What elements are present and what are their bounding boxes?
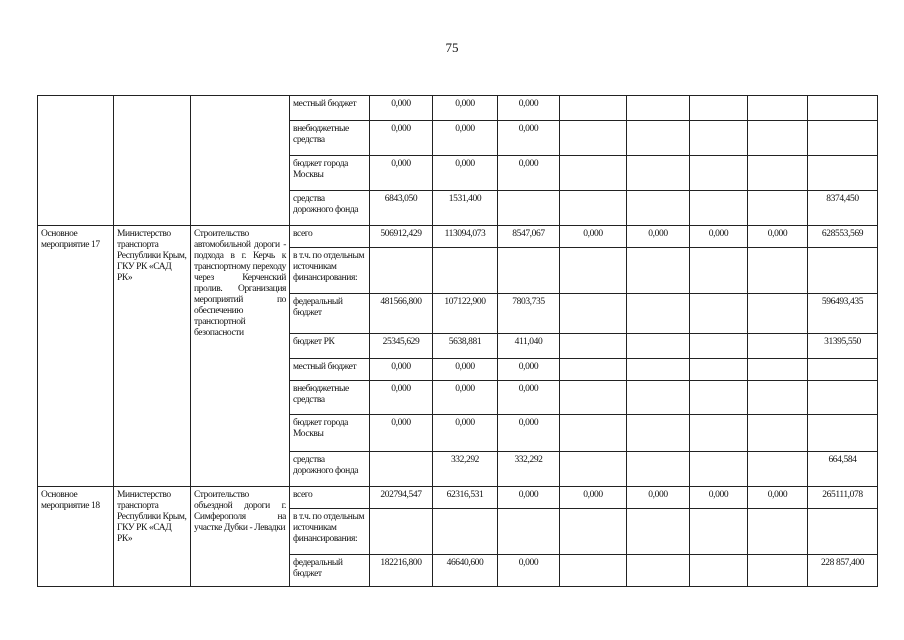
- value-cell: 0,000: [433, 381, 498, 415]
- source-label: бюджет РК: [290, 334, 370, 359]
- source-label: средства дорожного фонда: [290, 191, 370, 226]
- value-cell: [370, 452, 433, 487]
- measure-name: Основное мероприятие 17: [38, 226, 114, 487]
- value-cell: [748, 294, 808, 334]
- executor: Министерство транспорта Республики Крым, ГКУ РК «САД РК»: [114, 226, 191, 487]
- value-cell: 0,000: [370, 156, 433, 191]
- table-row: [38, 226, 878, 248]
- value-cell: [560, 415, 627, 452]
- source-label: бюджет города Москвы: [290, 415, 370, 452]
- value-cell: [690, 509, 748, 555]
- page-number: 75: [445, 40, 459, 55]
- value-cell: 0,000: [370, 359, 433, 381]
- value-cell: [560, 294, 627, 334]
- value-cell: [370, 248, 433, 294]
- value-cell: [690, 555, 748, 587]
- value-cell: 0,000: [560, 487, 627, 509]
- value-cell: [690, 96, 748, 121]
- source-label: всего: [290, 487, 370, 509]
- value-cell: [690, 121, 748, 156]
- value-cell: 0,000: [433, 415, 498, 452]
- source-label: средства дорожного фонда: [290, 452, 370, 487]
- value-cell: [560, 359, 627, 381]
- executor-empty: [114, 96, 191, 226]
- value-cell: [748, 509, 808, 555]
- value-cell: 628553,569: [808, 226, 878, 248]
- value-cell: 332,292: [433, 452, 498, 487]
- value-cell: 0,000: [748, 487, 808, 509]
- value-cell: [748, 191, 808, 226]
- value-cell: [627, 381, 690, 415]
- value-cell: 0,000: [690, 487, 748, 509]
- value-cell: [560, 555, 627, 587]
- source-label: бюджет города Москвы: [290, 156, 370, 191]
- value-cell: [560, 452, 627, 487]
- value-cell: 8547,067: [498, 226, 560, 248]
- value-cell: [627, 96, 690, 121]
- value-cell: 0,000: [498, 487, 560, 509]
- value-cell: [433, 509, 498, 555]
- value-cell: 0,000: [433, 121, 498, 156]
- value-cell: [498, 248, 560, 294]
- value-cell: 0,000: [748, 226, 808, 248]
- value-cell: [498, 509, 560, 555]
- value-cell: 0,000: [498, 96, 560, 121]
- value-cell: 506912,429: [370, 226, 433, 248]
- value-cell: [748, 334, 808, 359]
- value-cell: [627, 509, 690, 555]
- value-cell: [560, 191, 627, 226]
- value-cell: 0,000: [498, 121, 560, 156]
- executor: Министерство транспорта Республики Крым, ГКУ РК «САД РК»: [114, 487, 191, 587]
- value-cell: [690, 248, 748, 294]
- value-cell: 6843,050: [370, 191, 433, 226]
- value-cell: 0,000: [370, 96, 433, 121]
- value-cell: [370, 509, 433, 555]
- value-cell: [748, 381, 808, 415]
- source-label: федеральный бюджет: [290, 555, 370, 587]
- description: Строительство объездной дороги г. Симферополя на участке Дубки - Левадки: [191, 487, 290, 587]
- value-cell: [627, 555, 690, 587]
- source-label: федеральный бюджет: [290, 294, 370, 334]
- value-cell: [808, 359, 878, 381]
- value-cell: [748, 156, 808, 191]
- source-label: в т.ч. по отдельным источникам финансирования:: [290, 509, 370, 555]
- value-cell: 0,000: [370, 381, 433, 415]
- table-row: [38, 96, 878, 121]
- value-cell: [690, 415, 748, 452]
- value-cell: [627, 334, 690, 359]
- value-cell: [627, 452, 690, 487]
- value-cell: 62316,531: [433, 487, 498, 509]
- value-cell: [748, 121, 808, 156]
- value-cell: [808, 381, 878, 415]
- value-cell: [808, 96, 878, 121]
- value-cell: 0,000: [498, 415, 560, 452]
- value-cell: 113094,073: [433, 226, 498, 248]
- value-cell: 0,000: [433, 156, 498, 191]
- value-cell: [627, 248, 690, 294]
- source-label: в т.ч. по отдельным источникам финансирования:: [290, 248, 370, 294]
- value-cell: [808, 415, 878, 452]
- value-cell: 0,000: [498, 555, 560, 587]
- budget-table: [37, 95, 878, 587]
- value-cell: [627, 191, 690, 226]
- value-cell: 0,000: [627, 487, 690, 509]
- value-cell: 8374,450: [808, 191, 878, 226]
- value-cell: [690, 156, 748, 191]
- value-cell: 182216,800: [370, 555, 433, 587]
- value-cell: 332,292: [498, 452, 560, 487]
- value-cell: [560, 381, 627, 415]
- source-label: всего: [290, 226, 370, 248]
- value-cell: 46640,600: [433, 555, 498, 587]
- value-cell: 0,000: [370, 121, 433, 156]
- source-label: местный бюджет: [290, 359, 370, 381]
- value-cell: [748, 452, 808, 487]
- value-cell: 25345,629: [370, 334, 433, 359]
- value-cell: 265111,078: [808, 487, 878, 509]
- value-cell: 0,000: [627, 226, 690, 248]
- source-label: местный бюджет: [290, 96, 370, 121]
- value-cell: [808, 156, 878, 191]
- value-cell: [498, 191, 560, 226]
- value-cell: [690, 294, 748, 334]
- value-cell: 411,040: [498, 334, 560, 359]
- description-empty: [191, 96, 290, 226]
- value-cell: 596493,435: [808, 294, 878, 334]
- value-cell: [748, 415, 808, 452]
- value-cell: 228 857,400: [808, 555, 878, 587]
- source-label: внебюджетные средства: [290, 121, 370, 156]
- value-cell: 664,584: [808, 452, 878, 487]
- value-cell: [748, 248, 808, 294]
- value-cell: 107122,900: [433, 294, 498, 334]
- source-label: внебюджетные средства: [290, 381, 370, 415]
- value-cell: [560, 96, 627, 121]
- value-cell: [690, 334, 748, 359]
- value-cell: [560, 248, 627, 294]
- value-cell: 0,000: [433, 96, 498, 121]
- measure-name: Основное мероприятие 18: [38, 487, 114, 587]
- description: Строительство автомобильной дороги - подхода в г. Керчь к транспортному переходу через Керченский пролив. Организация мероприятий по обеспечению транспортной безопасности: [191, 226, 290, 487]
- measure-name-empty: [38, 96, 114, 226]
- value-cell: [690, 191, 748, 226]
- value-cell: [560, 334, 627, 359]
- value-cell: [690, 452, 748, 487]
- value-cell: 0,000: [560, 226, 627, 248]
- value-cell: [808, 121, 878, 156]
- value-cell: [748, 555, 808, 587]
- value-cell: [748, 359, 808, 381]
- table-row: [38, 487, 878, 509]
- value-cell: [808, 509, 878, 555]
- value-cell: 1531,400: [433, 191, 498, 226]
- value-cell: [627, 121, 690, 156]
- value-cell: 481566,800: [370, 294, 433, 334]
- value-cell: 7803,735: [498, 294, 560, 334]
- value-cell: [560, 509, 627, 555]
- value-cell: [690, 359, 748, 381]
- value-cell: 0,000: [370, 415, 433, 452]
- value-cell: [748, 96, 808, 121]
- value-cell: [627, 156, 690, 191]
- value-cell: [560, 156, 627, 191]
- value-cell: [627, 294, 690, 334]
- value-cell: [433, 248, 498, 294]
- value-cell: 0,000: [498, 359, 560, 381]
- value-cell: [690, 381, 748, 415]
- value-cell: 5638,881: [433, 334, 498, 359]
- value-cell: 202794,547: [370, 487, 433, 509]
- value-cell: 0,000: [433, 359, 498, 381]
- value-cell: 0,000: [690, 226, 748, 248]
- value-cell: 0,000: [498, 381, 560, 415]
- value-cell: 31395,550: [808, 334, 878, 359]
- value-cell: [808, 248, 878, 294]
- value-cell: [627, 359, 690, 381]
- value-cell: [560, 121, 627, 156]
- value-cell: 0,000: [498, 156, 560, 191]
- value-cell: [627, 415, 690, 452]
